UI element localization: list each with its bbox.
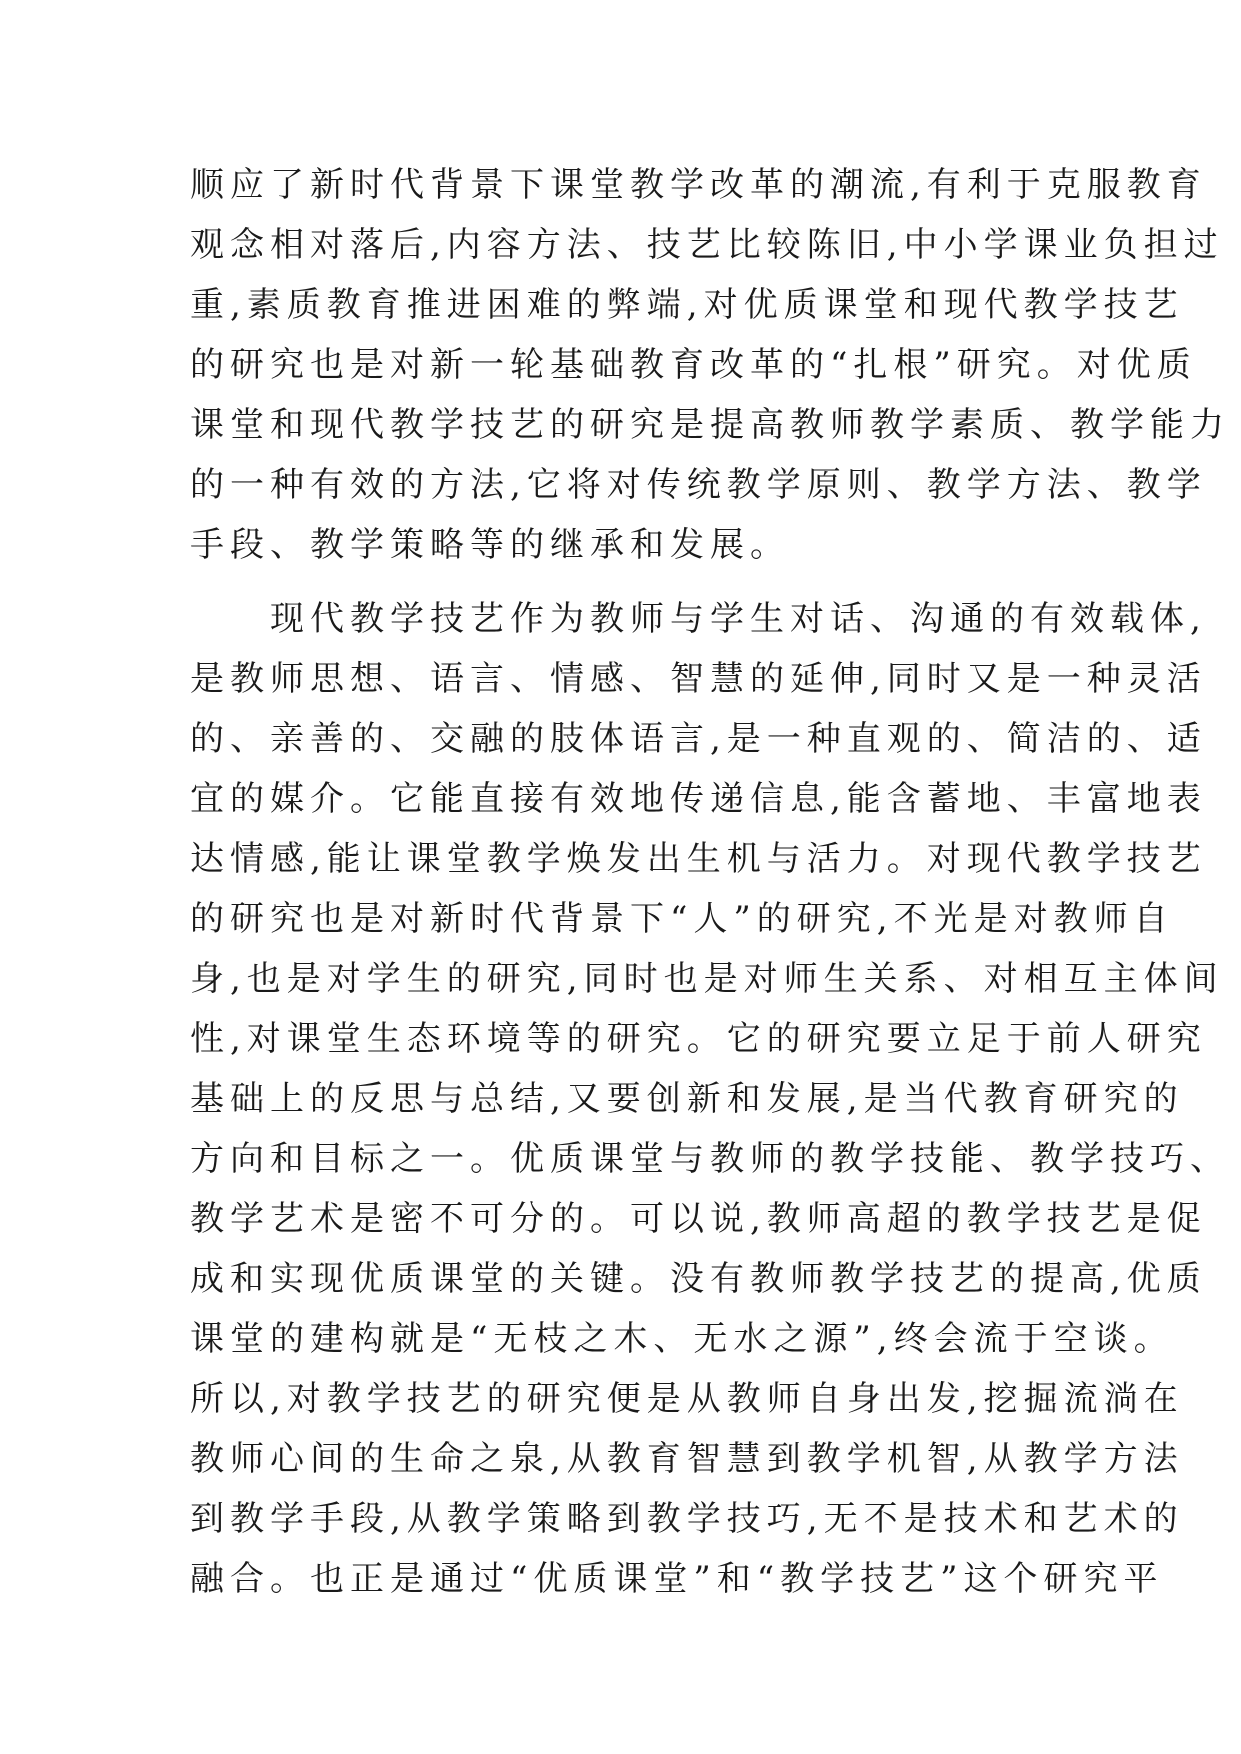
text-line: 教师心间的生命之泉,从教育智慧到教学机智,从教学方法 bbox=[190, 1439, 1184, 1479]
text-line: 手段、教学策略等的继承和发展。 bbox=[190, 525, 790, 565]
text-line: 课堂和现代教学技艺的研究是提高教师教学素质、教学能力 bbox=[190, 405, 1230, 445]
text-line: 成和实现优质课堂的关键。没有教师教学技艺的提高,优质 bbox=[190, 1259, 1207, 1299]
text-line: 课堂的建构就是“无枝之木、无水之源”,终会流于空谈。 bbox=[190, 1319, 1174, 1359]
paragraph-gap bbox=[190, 575, 1070, 589]
text-line: 性,对课堂生态环境等的研究。它的研究要立足于前人研究 bbox=[190, 1019, 1207, 1059]
text-line: 到教学手段,从教学策略到教学技巧,无不是技术和艺术的 bbox=[190, 1499, 1184, 1539]
text-line: 达情感,能让课堂教学焕发出生机与活力。对现代教学技艺 bbox=[190, 839, 1207, 879]
text-line: 的研究也是对新一轮基础教育改革的“扎根”研究。对优质 bbox=[190, 345, 1197, 385]
text-line: 观念相对落后,内容方法、技艺比较陈旧,中小学课业负担过 bbox=[190, 225, 1224, 265]
text-line: 的、亲善的、交融的肢体语言,是一种直观的、简洁的、适 bbox=[190, 719, 1207, 759]
text-line: 是教师思想、语言、情感、智慧的延伸,同时又是一种灵活 bbox=[190, 659, 1207, 699]
text-line: 教学艺术是密不可分的。可以说,教师高超的教学技艺是促 bbox=[190, 1199, 1207, 1239]
text-line: 身,也是对学生的研究,同时也是对师生关系、对相互主体间 bbox=[190, 959, 1224, 999]
text-line: 重,素质教育推进困难的弊端,对优质课堂和现代教学技艺 bbox=[190, 285, 1184, 325]
text-line: 宜的媒介。它能直接有效地传递信息,能含蓄地、丰富地表 bbox=[190, 779, 1207, 819]
text-line: 的一种有效的方法,它将对传统教学原则、教学方法、教学 bbox=[190, 465, 1207, 505]
body-text bbox=[190, 155, 1230, 1609]
text-line: 所以,对教学技艺的研究便是从教师自身出发,挖掘流淌在 bbox=[190, 1379, 1184, 1419]
text-line: 的研究也是对新时代背景下“人”的研究,不光是对教师自 bbox=[190, 899, 1174, 939]
text-line: 基础上的反思与总结,又要创新和发展,是当代教育研究的 bbox=[190, 1079, 1184, 1119]
text-line: 融合。也正是通过“优质课堂”和“教学技艺”这个研究平 bbox=[190, 1559, 1164, 1599]
text-line: 顺应了新时代背景下课堂教学改革的潮流,有利于克服教育 bbox=[190, 165, 1207, 205]
text-line: 方向和目标之一。优质课堂与教师的教学技能、教学技巧、 bbox=[190, 1139, 1230, 1179]
text-line: 现代教学技艺作为教师与学生对话、沟通的有效载体, bbox=[190, 599, 1207, 639]
